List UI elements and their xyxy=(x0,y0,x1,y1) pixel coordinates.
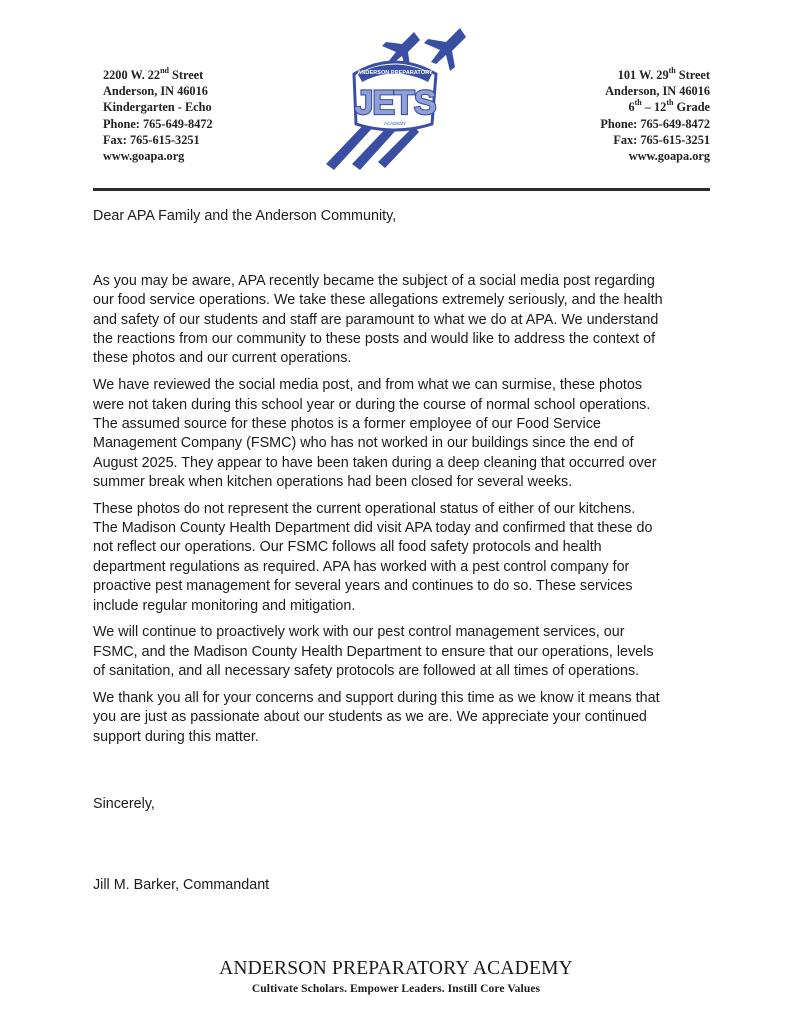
paragraph-line: department regulations as required. APA has worked with a pest control company for xyxy=(93,558,630,575)
paragraph-line: and safety of our students and staff are paramount to what we do at APA. We understand xyxy=(93,311,659,328)
paragraph-5 xyxy=(93,689,723,747)
logo-wordmark: JETS xyxy=(354,84,436,122)
paragraph-line: We have reviewed the social media post, and from what we can surmise, these photos xyxy=(93,377,643,394)
left-street: 2200 W. 22nd Street xyxy=(103,65,204,82)
left-city: Anderson, IN 46016 xyxy=(103,84,208,99)
right-website[interactable]: www.goapa.org xyxy=(628,149,710,164)
paragraph-line: These photos do not represent the current operational status of either of our kitchens. xyxy=(93,500,636,517)
salutation: Dear APA Family and the Anderson Community, xyxy=(93,208,397,224)
paragraph-line: you are just as passionate about our students as we are. We appreciate your continued xyxy=(93,709,647,726)
logo-arc-top: ANDERSON PREPARATORY xyxy=(357,70,433,76)
right-city: Anderson, IN 46016 xyxy=(605,84,710,99)
paragraph-line: The Madison County Health Department did visit APA today and confirmed that these do xyxy=(93,520,653,537)
paragraph-line: were not taken during this school year or during the course of normal school operations. xyxy=(93,396,651,413)
paragraph-line: summer break when kitchen operations had been closed for several weeks. xyxy=(93,473,573,490)
left-address-block xyxy=(103,67,213,164)
paragraph-line: these photos and our current operations. xyxy=(93,350,352,367)
jets-logo xyxy=(318,22,470,170)
left-fax: Fax: 765-615-3251 xyxy=(103,132,200,147)
paragraph-line: the reactions from our community to these posts and would like to address the context of xyxy=(93,331,656,348)
paragraph-line: FSMC, and the Madison County Health Department to ensure that our operations, levels xyxy=(93,643,654,660)
paragraph-line: not reflect our operations. Our FSMC follows all food safety protocols and health xyxy=(93,539,602,556)
paragraph-line: Management Company (FSMC) who has not worked in our buildings since the end of xyxy=(93,435,634,452)
logo-arc-bottom: ACADEMY xyxy=(383,121,407,126)
header-divider xyxy=(93,188,710,191)
paragraph-3 xyxy=(93,500,723,616)
paragraph-2 xyxy=(93,376,723,492)
paragraph-line: support during this matter. xyxy=(93,728,259,745)
closing: Sincerely, xyxy=(93,795,155,812)
right-street: 101 W. 29th Street xyxy=(617,65,710,82)
paragraph-line: proactive pest management for several years and continues to do so. These services xyxy=(93,578,633,595)
paragraph-line: include regular monitoring and mitigation. xyxy=(93,597,356,614)
paragraph-line: As you may be aware, APA recently became the subject of a social media post regarding xyxy=(93,273,655,289)
paragraph-line: The assumed source for these photos is a former employee of our Food Service xyxy=(93,415,601,432)
paragraph-1 xyxy=(93,272,723,369)
right-fax: Fax: 765-615-3251 xyxy=(613,132,710,147)
left-grades: Kindergarten - Echo xyxy=(103,100,212,115)
footer-school-name: ANDERSON PREPARATORY ACADEMY xyxy=(219,958,573,979)
paragraph-line: We thank you all for your concerns and support during this time as we know it means that xyxy=(93,689,660,706)
paragraph-line: August 2025. They appear to have been taken during a deep cleaning that occurred over xyxy=(93,454,657,471)
left-website[interactable]: www.goapa.org xyxy=(103,149,185,164)
signature-name: Jill M. Barker, Commandant xyxy=(93,877,270,894)
letter-body xyxy=(93,207,723,896)
right-address-block xyxy=(600,67,710,164)
paragraph-line: of sanitation, and all necessary safety protocols are followed at all times of operations. xyxy=(93,663,640,680)
right-grades: 6th – 12th Grade xyxy=(628,98,710,115)
paragraph-4 xyxy=(93,623,723,681)
footer-tagline: Cultivate Scholars. Empower Leaders. Instill Core Values xyxy=(251,983,541,995)
paragraph-line: We will continue to proactively work with our pest control management services, our xyxy=(93,624,625,641)
right-phone: Phone: 765-649-8472 xyxy=(600,116,710,131)
left-phone: Phone: 765-649-8472 xyxy=(103,116,213,131)
paragraph-line: our food service operations. We take these allegations extremely seriously, and the health xyxy=(93,292,663,309)
